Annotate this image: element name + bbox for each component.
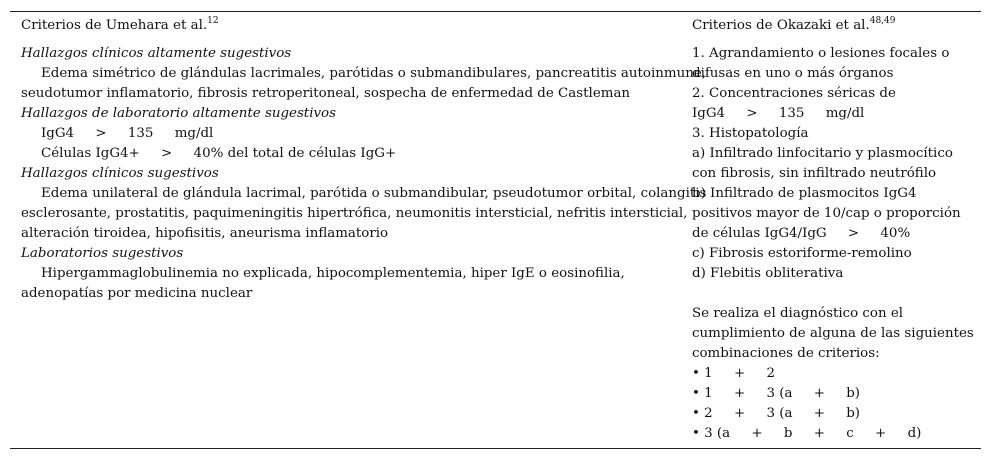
- umehara-line: Hallazgos de laboratorio altamente sugestivos: [21, 106, 336, 121]
- umehara-line: alteración tiroidea, hipofisitis, aneurisma inflamatorio: [21, 226, 389, 241]
- umehara-line: Edema simétrico de glándulas lacrimales, parótidas o submandibulares, pancreatitis autoinmune,: [41, 66, 707, 81]
- umehara-line: Laboratorios sugestivos: [21, 246, 184, 261]
- umehara-line: Células IgG4+ > 40% del total de células IgG+: [41, 146, 397, 161]
- umehara-line: Hallazgos clínicos altamente sugestivos: [21, 46, 292, 61]
- umehara-line: adenopatías por medicina nuclear: [21, 286, 253, 301]
- okazaki-line: de células IgG4/IgG > 40%: [692, 226, 911, 241]
- okazaki-line: 3. Histopatología: [692, 126, 809, 141]
- criteria-table: [10, 11, 981, 449]
- umehara-column: [21, 12, 707, 304]
- okazaki-line: • 1 + 3 (a + b): [692, 386, 861, 401]
- okazaki-line: con fibrosis, sin infiltrado neutrófilo: [692, 166, 937, 181]
- okazaki-line: IgG4 > 135 mg/dl: [692, 106, 865, 121]
- okazaki-line: a) Infiltrado linfocitario y plasmocítico: [692, 146, 953, 161]
- umehara-line: Hallazgos clínicos sugestivos: [21, 166, 219, 181]
- umehara-line: Edema unilateral de glándula lacrimal, parótida o submandibular, pseudotumor orbital, colangitis: [41, 186, 707, 201]
- okazaki-line: combinaciones de criterios:: [692, 346, 880, 361]
- umehara-line: esclerosante, prostatitis, paquimeningitis hipertrófica, neumonitis intersticial, nefritis intersticial,: [21, 206, 688, 221]
- umehara-title: Criterios de Umehara et al.: [21, 18, 208, 33]
- okazaki-criteria: [692, 44, 972, 444]
- umehara-header: [21, 16, 661, 36]
- umehara-line: IgG4 > 135 mg/dl: [41, 126, 214, 141]
- okazaki-line: cumplimiento de alguna de las siguientes: [692, 326, 974, 341]
- okazaki-line: • 2 + 3 (a + b): [692, 406, 861, 421]
- okazaki-header: [692, 16, 972, 36]
- okazaki-line: difusas en uno o más órganos: [692, 66, 894, 81]
- okazaki-column: [692, 12, 972, 444]
- okazaki-title: Criterios de Okazaki et al.: [692, 18, 870, 33]
- umehara-reference: 12: [207, 16, 219, 26]
- okazaki-line: c) Fibrosis estoriforme-remolino: [692, 246, 912, 261]
- okazaki-line: 1. Agrandamiento o lesiones focales o: [692, 46, 950, 61]
- okazaki-reference: 48,49: [869, 16, 896, 26]
- umehara-criteria: [21, 44, 707, 304]
- umehara-line: Hipergammaglobulinemia no explicada, hipocomplementemia, hiper IgE o eosinofilia,: [41, 266, 625, 281]
- okazaki-line: d) Flebitis obliterativa: [692, 266, 844, 281]
- okazaki-line: Se realiza el diagnóstico con el: [692, 306, 904, 321]
- okazaki-line: • 1 + 2: [692, 366, 775, 381]
- okazaki-line: 2. Concentraciones séricas de: [692, 86, 896, 101]
- okazaki-line: positivos mayor de 10/cap o proporción: [692, 206, 961, 221]
- spacer: [692, 284, 972, 304]
- umehara-line: seudotumor inflamatorio, fibrosis retroperitoneal, sospecha de enfermedad de Castleman: [21, 86, 631, 101]
- okazaki-line: • 3 (a + b + c + d): [692, 426, 922, 441]
- okazaki-line: b) Infiltrado de plasmocitos IgG4: [692, 186, 917, 201]
